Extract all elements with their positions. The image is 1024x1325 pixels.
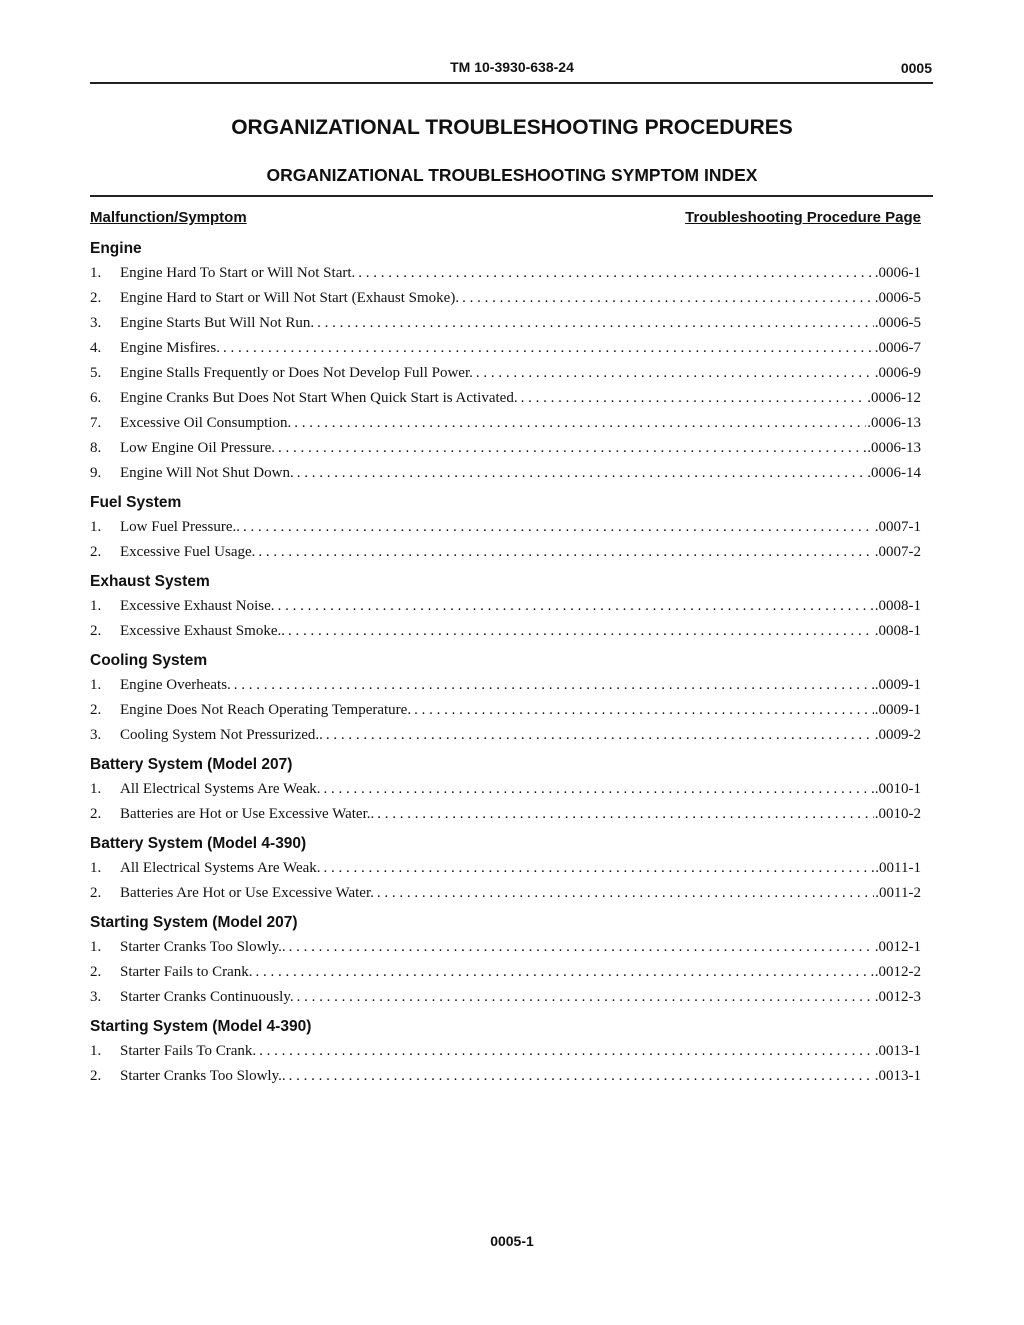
dot-leader — [275, 436, 866, 461]
entry-page-reference: .0009-1 — [874, 677, 921, 693]
entry-page-reference: .0006-13 — [867, 440, 921, 456]
entry-symptom: Engine Misfires. — [120, 340, 220, 356]
dot-leader — [220, 336, 874, 361]
entry-number: 5. — [90, 365, 102, 381]
work-package-number: 0005 — [900, 60, 932, 76]
dot-leader — [240, 515, 874, 540]
entry-page-reference: .0013-1 — [874, 1068, 921, 1084]
index-entry — [90, 540, 921, 565]
entry-page-reference: .0006-13 — [867, 415, 921, 431]
entry-number: 2. — [90, 702, 102, 718]
index-entry — [90, 461, 921, 486]
dot-leader — [355, 261, 873, 286]
document-code: TM 10-3930-638-24 — [450, 59, 574, 75]
section-title: Battery System (Model 207) — [90, 756, 293, 773]
entry-page-reference: .0011-2 — [875, 885, 921, 901]
dot-leader — [321, 856, 875, 881]
entry-symptom: Excessive Fuel Usage. — [120, 544, 256, 560]
dot-leader — [255, 540, 873, 565]
entry-symptom: Batteries Are Hot or Use Excessive Water. — [120, 885, 374, 901]
index-entry — [90, 311, 921, 336]
entry-number: 4. — [90, 340, 102, 356]
section-title: Starting System (Model 207) — [90, 914, 298, 931]
entry-number: 1. — [90, 1043, 102, 1059]
entry-page-reference: .0006-5 — [874, 290, 921, 306]
entry-symptom: Low Engine Oil Pressure. — [120, 440, 275, 456]
dot-leader — [291, 411, 866, 436]
entry-page-reference: .0006-14 — [867, 465, 921, 481]
header-divider — [90, 82, 933, 84]
entry-number: 2. — [90, 544, 102, 560]
entry-symptom: Engine Hard to Start or Will Not Start (Exhaust Smoke). — [120, 290, 460, 306]
dot-leader — [323, 723, 874, 748]
entry-number: 2. — [90, 290, 102, 306]
section-title: Starting System (Model 4-390) — [90, 1018, 312, 1035]
dot-leader — [275, 594, 874, 619]
index-entry — [90, 594, 921, 619]
dot-leader — [374, 881, 874, 906]
section-title: Exhaust System — [90, 573, 210, 590]
index-entry — [90, 985, 921, 1010]
entry-number: 2. — [90, 623, 102, 639]
column-header-symptom: Malfunction/Symptom — [90, 209, 247, 226]
index-entry — [90, 698, 921, 723]
entry-number: 1. — [90, 598, 102, 614]
dot-leader — [252, 960, 873, 985]
index-entry — [90, 386, 921, 411]
page-subtitle: ORGANIZATIONAL TROUBLESHOOTING SYMPTOM INDEX — [266, 165, 758, 185]
entry-page-reference: .0007-2 — [874, 544, 921, 560]
entry-symptom: Starter Cranks Too Slowly.. — [120, 939, 286, 955]
dot-leader — [256, 1039, 874, 1064]
dot-leader — [231, 673, 874, 698]
entry-page-reference: .0010-2 — [874, 806, 921, 822]
index-entry — [90, 802, 921, 827]
entry-page-reference: .0006-7 — [874, 340, 921, 356]
entry-symptom: Starter Cranks Continuously. — [120, 989, 294, 1005]
entry-number: 1. — [90, 677, 102, 693]
dot-leader — [459, 286, 874, 311]
entry-symptom: Low Fuel Pressure.. — [120, 519, 240, 535]
entry-number: 1. — [90, 939, 102, 955]
entry-number: 2. — [90, 964, 102, 980]
index-entry — [90, 411, 921, 436]
entry-page-reference: .0010-1 — [874, 781, 921, 797]
dot-leader — [314, 311, 874, 336]
entry-number: 7. — [90, 415, 102, 431]
entry-symptom: Cooling System Not Pressurized.. — [120, 727, 323, 743]
entry-number: 1. — [90, 781, 102, 797]
entry-number: 1. — [90, 860, 102, 876]
dot-leader — [411, 698, 874, 723]
entry-number: 3. — [90, 315, 102, 331]
entry-page-reference: .0012-1 — [874, 939, 921, 955]
entry-symptom: Starter Fails to Crank. — [120, 964, 253, 980]
entry-page-reference: .0012-3 — [874, 989, 921, 1005]
index-entry — [90, 286, 921, 311]
entry-page-reference: .0013-1 — [874, 1043, 921, 1059]
dot-leader — [285, 619, 874, 644]
entry-symptom: Excessive Exhaust Smoke.. — [120, 623, 285, 639]
entry-symptom: Batteries are Hot or Use Excessive Water.. — [120, 806, 375, 822]
index-entry — [90, 856, 921, 881]
entry-symptom: Excessive Oil Consumption. — [120, 415, 292, 431]
index-entry — [90, 619, 921, 644]
entry-number: 6. — [90, 390, 102, 406]
entry-symptom: Engine Hard To Start or Will Not Start. — [120, 265, 356, 281]
entry-page-reference: .0008-1 — [874, 598, 921, 614]
entry-symptom: Excessive Exhaust Noise. — [120, 598, 275, 614]
entry-number: 9. — [90, 465, 102, 481]
entry-page-reference: .0006-1 — [874, 265, 921, 281]
section-title: Engine — [90, 240, 142, 257]
index-entry — [90, 960, 921, 985]
entry-number: 1. — [90, 519, 102, 535]
index-entry — [90, 1064, 921, 1089]
entry-number: 1. — [90, 265, 102, 281]
index-entry — [90, 261, 921, 286]
index-entry — [90, 723, 921, 748]
dot-leader — [286, 1064, 874, 1089]
index-entry — [90, 935, 921, 960]
entry-number: 2. — [90, 806, 102, 822]
index-entry — [90, 515, 921, 540]
title-divider — [90, 195, 933, 197]
dot-leader — [473, 361, 874, 386]
entry-symptom: Engine Cranks But Does Not Start When Quick Start is Activated. — [120, 390, 518, 406]
entry-symptom: Engine Does Not Reach Operating Temperature. — [120, 702, 412, 718]
entry-symptom: All Electrical Systems Are Weak. — [120, 860, 321, 876]
index-entry — [90, 881, 921, 906]
entry-number: 3. — [90, 989, 102, 1005]
entry-page-reference: .0009-2 — [874, 727, 921, 743]
index-entry — [90, 336, 921, 361]
entry-symptom: Engine Will Not Shut Down. — [120, 465, 294, 481]
entry-page-reference: .0012-2 — [874, 964, 921, 980]
dot-leader — [286, 935, 874, 960]
section-title: Battery System (Model 4-390) — [90, 835, 307, 852]
page-title: ORGANIZATIONAL TROUBLESHOOTING PROCEDURES — [231, 116, 793, 139]
column-header-page: Troubleshooting Procedure Page — [685, 209, 921, 226]
dot-leader — [374, 802, 873, 827]
page-footer-number: 0005-1 — [490, 1233, 534, 1249]
dot-leader — [294, 985, 874, 1010]
entry-page-reference: .0006-9 — [874, 365, 921, 381]
entry-page-reference: .0007-1 — [874, 519, 921, 535]
entry-page-reference: .0006-12 — [867, 390, 921, 406]
entry-number: 2. — [90, 1068, 102, 1084]
section-title: Cooling System — [90, 652, 208, 669]
entry-page-reference: .0011-1 — [875, 860, 921, 876]
index-entry — [90, 777, 921, 802]
entry-symptom: Engine Stalls Frequently or Does Not Develop Full Power. — [120, 365, 473, 381]
index-entry — [90, 361, 921, 386]
entry-symptom: All Electrical Systems Are Weak. — [120, 781, 321, 797]
symptom-index — [90, 236, 921, 1089]
entry-symptom: Starter Fails To Crank. — [120, 1043, 257, 1059]
dot-leader — [321, 777, 874, 802]
index-entry — [90, 1039, 921, 1064]
entry-number: 8. — [90, 440, 102, 456]
entry-page-reference: .0009-1 — [874, 702, 921, 718]
entry-symptom: Starter Cranks Too Slowly.. — [120, 1068, 286, 1084]
entry-symptom: Engine Starts But Will Not Run. — [120, 315, 315, 331]
entry-symptom: Engine Overheats. — [120, 677, 231, 693]
section-title: Fuel System — [90, 494, 182, 511]
dot-leader — [518, 386, 867, 411]
entry-number: 3. — [90, 727, 102, 743]
index-entry — [90, 673, 921, 698]
index-entry — [90, 436, 921, 461]
entry-page-reference: .0008-1 — [874, 623, 921, 639]
entry-page-reference: .0006-5 — [874, 315, 921, 331]
entry-number: 2. — [90, 885, 102, 901]
dot-leader — [294, 461, 867, 486]
